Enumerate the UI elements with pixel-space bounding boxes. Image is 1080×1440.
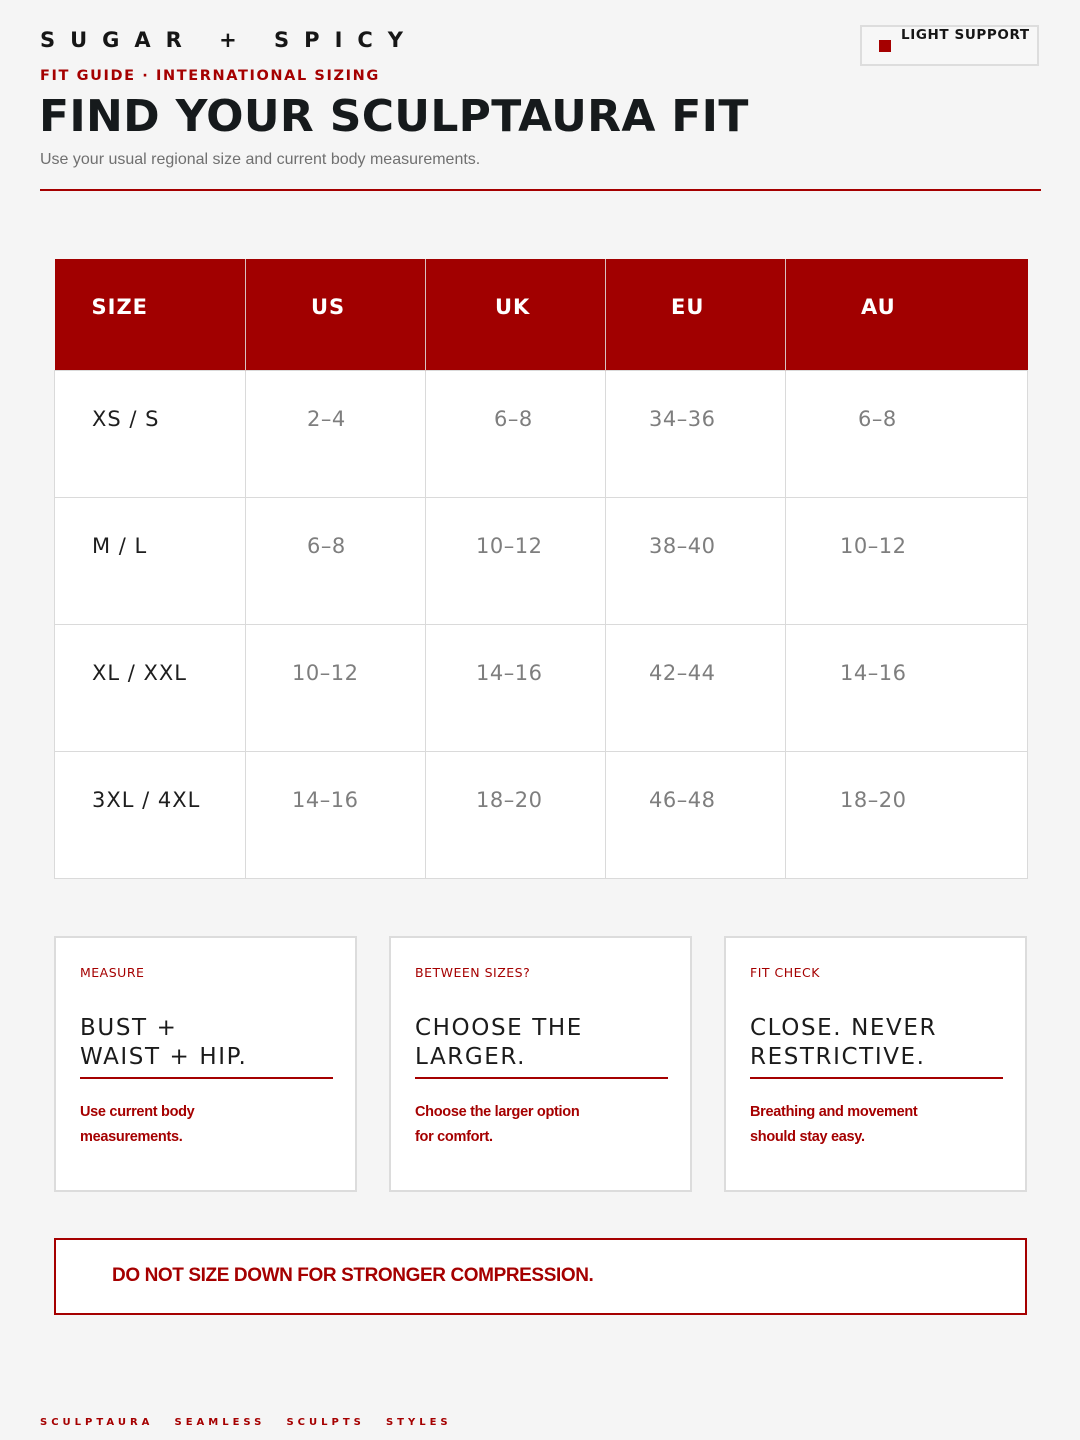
tip-heading: CLOSE. NEVER RESTRICTIVE.: [750, 1015, 938, 1070]
footer-word: STYLES: [385, 1417, 452, 1428]
tip-body: Choose the larger option for comfort.: [415, 1104, 580, 1145]
table-row: [55, 752, 1028, 879]
page-title: FIND YOUR SCULPTAURA FIT: [39, 91, 749, 142]
column-header-au: AU: [786, 259, 1028, 371]
table-row: [55, 625, 1028, 752]
uk-cell: 10–12: [426, 498, 606, 625]
tip-label: BETWEEN SIZES?: [415, 965, 531, 980]
support-level-badge: [860, 25, 1039, 66]
eu-cell: 46–48: [606, 752, 786, 879]
size-cell: M / L: [55, 498, 246, 625]
eu-cell: 38–40: [606, 498, 786, 625]
tip-heading: BUST + WAIST + HIP.: [80, 1015, 248, 1070]
au-cell: 10–12: [786, 498, 1028, 625]
us-cell: 2–4: [246, 371, 426, 498]
sizing-warning-banner: [54, 1238, 1027, 1315]
us-cell: 6–8: [246, 498, 426, 625]
tip-card-measure: [54, 936, 357, 1192]
au-cell: 14–16: [786, 625, 1028, 752]
us-cell: 14–16: [246, 752, 426, 879]
table-row: [55, 498, 1028, 625]
footer-word: SCULPTS: [286, 1417, 365, 1428]
header-divider: [40, 189, 1041, 191]
column-header-eu: EU: [606, 259, 786, 371]
tip-divider: [80, 1077, 333, 1079]
tip-card-between-sizes: [389, 936, 692, 1192]
tip-divider: [415, 1077, 668, 1079]
support-square-icon: [879, 40, 891, 52]
size-cell: 3XL / 4XL: [55, 752, 246, 879]
tip-body: Breathing and movement should stay easy.: [750, 1104, 918, 1145]
tip-label: MEASURE: [80, 965, 145, 980]
tip-label: FIT CHECK: [750, 965, 820, 980]
column-header-us: US: [246, 259, 426, 371]
size-chart-table: [54, 259, 1028, 879]
footer-word: SCULPTAURA: [40, 1417, 154, 1428]
eu-cell: 42–44: [606, 625, 786, 752]
table-header-row: [55, 259, 1028, 371]
footer-tagline: [40, 1410, 468, 1429]
footer-word: SEAMLESS: [174, 1417, 266, 1428]
eu-cell: 34–36: [606, 371, 786, 498]
tip-divider: [750, 1077, 1003, 1079]
badge-label: LIGHT SUPPORT: [901, 27, 1030, 43]
size-cell: XL / XXL: [55, 625, 246, 752]
tip-body: Use current body measurements.: [80, 1104, 195, 1145]
brand-logo: SUGAR + SPICY: [40, 28, 419, 52]
au-cell: 18–20: [786, 752, 1028, 879]
uk-cell: 18–20: [426, 752, 606, 879]
page-subtitle: Use your usual regional size and current body measurements.: [40, 151, 481, 168]
us-cell: 10–12: [246, 625, 426, 752]
au-cell: 6–8: [786, 371, 1028, 498]
column-header-uk: UK: [426, 259, 606, 371]
tip-card-fit-check: [724, 936, 1027, 1192]
warning-text: DO NOT SIZE DOWN FOR STRONGER COMPRESSION.: [112, 1265, 594, 1286]
size-cell: XS / S: [55, 371, 246, 498]
uk-cell: 6–8: [426, 371, 606, 498]
column-header-size: SIZE: [55, 259, 246, 371]
table-row: [55, 371, 1028, 498]
tip-heading: CHOOSE THE LARGER.: [415, 1015, 583, 1070]
uk-cell: 14–16: [426, 625, 606, 752]
section-kicker: FIT GUIDE · INTERNATIONAL SIZING: [40, 68, 380, 84]
